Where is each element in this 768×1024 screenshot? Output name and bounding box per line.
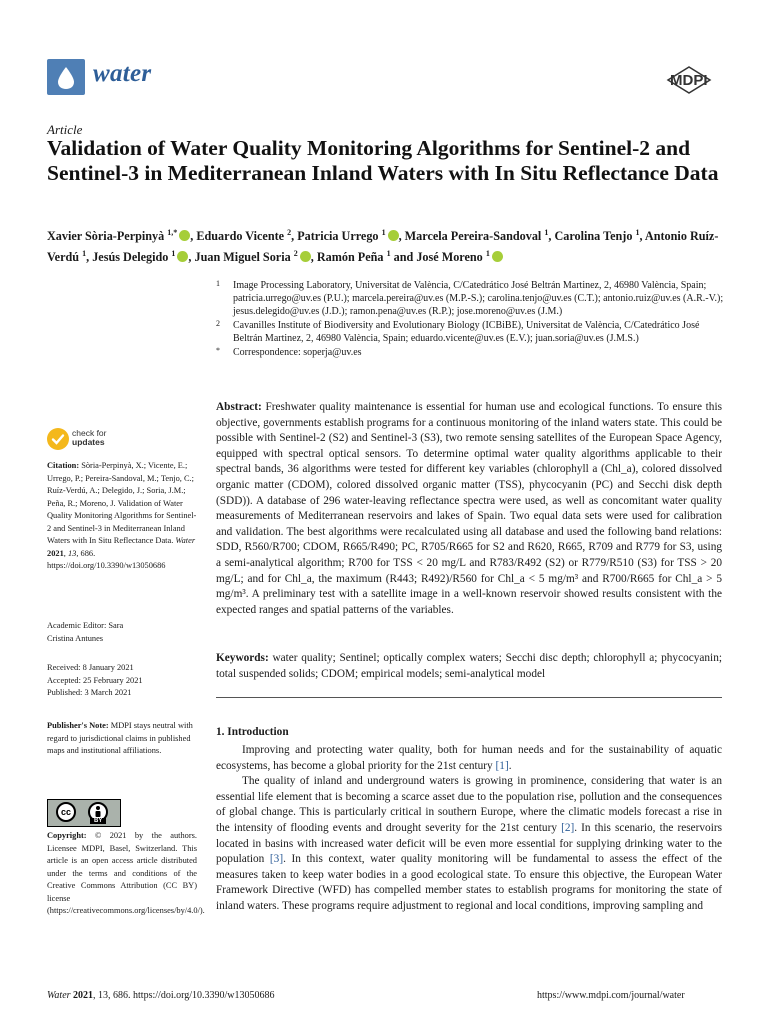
- keywords: [216, 651, 722, 682]
- author-name: Carolina Tenjo: [554, 229, 633, 244]
- publisher-name: MDPI: [670, 72, 708, 89]
- affiliations: [216, 279, 726, 360]
- author-affiliation-mark: 1,*: [167, 228, 178, 237]
- academic-editor: Academic Editor: Sara Cristina Antunes: [47, 621, 124, 643]
- footer-citation: Water 2021, 13, 686. https://doi.org/10.3390/w13050686: [47, 990, 275, 1001]
- author-affiliation-mark: 1: [171, 249, 176, 259]
- author-name: Patricia Urrego: [297, 229, 379, 244]
- affiliation-number: 2: [216, 319, 220, 328]
- author-name: Jesús Delegido: [92, 250, 169, 265]
- copyright-notice: Copyright: © 2021 by the authors. Licensee MDPI, Basel, Switzerland. This article is an open access article distributed under the terms and conditions of the Creative Commons Attribution (CC BY) license (https://creativecommons.org/licenses/by/4.0/).: [47, 831, 205, 915]
- article-type: Article: [47, 122, 83, 137]
- affiliation-item: [216, 319, 726, 345]
- author-name: Juan Miguel Soria: [194, 250, 291, 265]
- intro-paragraph: Improving and protecting water quality, both for human needs and for the sustainability of aquatic ecosystems, has become a global priority for the 21st century [1].: [216, 744, 722, 772]
- affiliation-number: *: [216, 346, 220, 355]
- author-name: Eduardo Vicente: [196, 229, 285, 244]
- section-heading: 1. Introduction: [216, 726, 289, 738]
- footer-journal-link[interactable]: https://www.mdpi.com/journal/water: [537, 990, 685, 1001]
- affiliation-item: [216, 279, 726, 318]
- author-affiliation-mark: 1: [485, 249, 490, 259]
- cc-icon: cc: [56, 802, 76, 822]
- author-affiliation-mark: 1: [544, 228, 549, 237]
- article-title: Validation of Water Quality Monitoring Algorithms for Sentinel-2 and Sentinel-3 in Mediterranean Inland Waters with In Situ Reflectance Data: [47, 136, 719, 185]
- author-affiliation-mark: 2: [287, 228, 292, 237]
- keywords-text: water quality; Sentinel; optically complex waters; Secchi disc depth; chlorophyll a; phycocyanin; total suspended solids; CDOM; empirical models; semi-analytical model: [216, 652, 722, 680]
- cc-by-label: BY: [90, 818, 106, 824]
- orcid-icon[interactable]: [388, 230, 399, 241]
- affiliation-item: [216, 346, 726, 359]
- check-for-updates[interactable]: check for updates: [72, 428, 107, 447]
- affiliation-text: Image Processing Laboratory, Universitat de València, C/Catedrático José Beltrán Martinez, 2, 46980 València, Spain; patricia.urrego@uv.es (P.U.); marcela.pereira@uv.es (M.P.-S.); carolina.tenjo@uv.es (C.T.); antonio.ruiz@uv.es (A.R.-V.); jesus.delegido@uv.es (J.D.); ramon.pena@uv.es (R.P.); jose.moreno@uv.es (J.M.): [233, 280, 724, 317]
- journal-logo-icon: [47, 59, 85, 95]
- author-list: Xavier Sòria-Perpinyà $^{1,*}$ , Eduardo Vicente $^2$, Patricia Urrego $^1$ , Marcela Pereira-Sandoval $^1$, Carolina Tenjo $^1$, Antonio Ruíz-Verdú $^1$, Jesús Delegido $^1$ , Juan Miguel Soria $^2$ , Ramón Peña $^1$ and José Moreno $^1$: [47, 228, 719, 265]
- author-name: Marcela Pereira-Sandoval: [404, 229, 542, 244]
- author-affiliation-mark: 1: [635, 228, 640, 237]
- abstract: [216, 400, 722, 618]
- author-affiliation-mark: 2: [293, 249, 298, 259]
- author-name: José Moreno: [416, 250, 483, 265]
- orcid-icon[interactable]: [300, 251, 311, 262]
- orcid-icon[interactable]: [177, 251, 188, 262]
- affiliation-number: 1: [216, 279, 220, 288]
- abstract-label: Abstract:: [216, 401, 262, 413]
- intro-body: [216, 743, 722, 915]
- check-for-updates-icon[interactable]: [47, 428, 69, 450]
- cc-by-license-icon[interactable]: [47, 799, 121, 827]
- publisher-note: Publisher's Note: MDPI stays neutral with regard to jurisdictional claims in published maps and institutional affiliations.: [47, 721, 193, 755]
- orcid-icon[interactable]: [179, 230, 190, 241]
- citation-link[interactable]: [1]: [495, 759, 509, 772]
- doi-link[interactable]: https://doi.org/10.3390/w13050686: [47, 561, 166, 570]
- author-affiliation-mark: 1: [82, 249, 87, 259]
- publication-dates: Received: 8 January 2021 Accepted: 25 February 2021 Published: 3 March 2021: [47, 663, 143, 697]
- affiliation-text: Correspondence: soperja@uv.es: [233, 347, 362, 358]
- orcid-icon[interactable]: [492, 251, 503, 262]
- author-affiliation-mark: 1: [381, 228, 386, 237]
- section-divider: [216, 697, 722, 698]
- intro-paragraph: The quality of inland and underground waters is growing in prominence, considering that water is an essential life element that is becoming a scarce asset due to the population rise, pollution and the consequences of global change. This is particularly critical in southern Europe, where the climatic models forecast a rise in the intensity of flooding events and drought severity for the 21st century [2]. In this scenario, the reservoirs located in basins with increased water deficit will be even more essential for supplying drinking water to the population [3]. In this context, water quality monitoring will be fundamental to assess the effect of the measures taken to keep water bodies in a good ecological state. To ensure this objective, the European Water Framework Directive (WFD) has compelled member states to establish programs for monitoring the state of inland waters. These programs require adjustment to regional and local conditions, improving sampling and: [216, 775, 722, 912]
- keywords-label: Keywords:: [216, 652, 269, 664]
- journal-name: water: [93, 60, 152, 87]
- author-name: Antonio Ruíz-Verdú: [47, 229, 719, 265]
- citation-link[interactable]: [3]: [269, 853, 284, 866]
- citation-block: Citation: Sòria-Perpinyà, X.; Vicente, E.; Urrego, P.; Pereira-Sandoval, M.; Tenjo, C.; Ruíz-Verdú, A.; Delegido, J.; Soria, J.M.; Peña, R.; Moreno, J. Validation of Water Quality Monitoring Algorithms for Sentinel-2 and Sentinel-3 in Mediterranean Inland Waters with In Situ Reflectance Data. Water 2021, 13, 686. https://doi.org/10.3390/w13050686: [47, 461, 197, 570]
- affiliation-text: Cavanilles Institute of Biodiversity and Evolutionary Biology (ICBiBE), Universitat de València, C/Catedrático José Beltrán Martinez, 2, 46980 València, Spain; eduardo.vicente@uv.es (E.V.); juan.soria@uv.es (J.M.S.): [233, 320, 700, 344]
- author-name: Ramón Peña: [316, 250, 384, 265]
- author-name: Xavier Sòria-Perpinyà: [47, 229, 165, 244]
- abstract-text: Freshwater quality maintenance is essential for human use and ecological functions. To ensure this objective, governments establish programs for a continuous monitoring of the inland waters state. This could be possible with Sentinel-2 (S2) and Sentinel-3 (S3), two remote sensing satellites of the European Space Agency, equipped with spectral optical sensors. To determine optimal water quality algorithms applicable to their spectral bands, 36 algorithms were tested for different key variables (chlorophyll a (Chl_a), colored dissolved organic matter (CDOM), colored dissolved organic matter (TSS), phycocyanin (PC) and Secchi disk depth (SDD)). A database of 296 water-leaving reflectance spectra were used, as well as concomitant water quality measurements of Mediterranean reservoirs and lakes of Spain. Two equal data sets were used for calibration and validation. The best algorithms were recalculated using all database and used the following band relations: SDD, R560/R700; CDOM, R665/R490; PC, R705/R665 for S2 and R620, R665, R709 and R779 for S3, using a semi-analytical algorithm; R700 for TSS < 20 mg/L and R783/R492 (S2) or R779/R510 (S3) for TSS > 20 mg/L; and for Chl_a, the maximum (R443; R492)/R560 for Chl_a < 5 mg/m³ and R700/R665 for Chl_a > 5 mg/m³. A preliminary test with a satellite image in a well-known reservoir showed results consistent with the expected ranges and spatial patterns of the variables.: [216, 401, 722, 616]
- citation-link[interactable]: [2]: [561, 821, 575, 834]
- author-affiliation-mark: 1: [386, 249, 391, 259]
